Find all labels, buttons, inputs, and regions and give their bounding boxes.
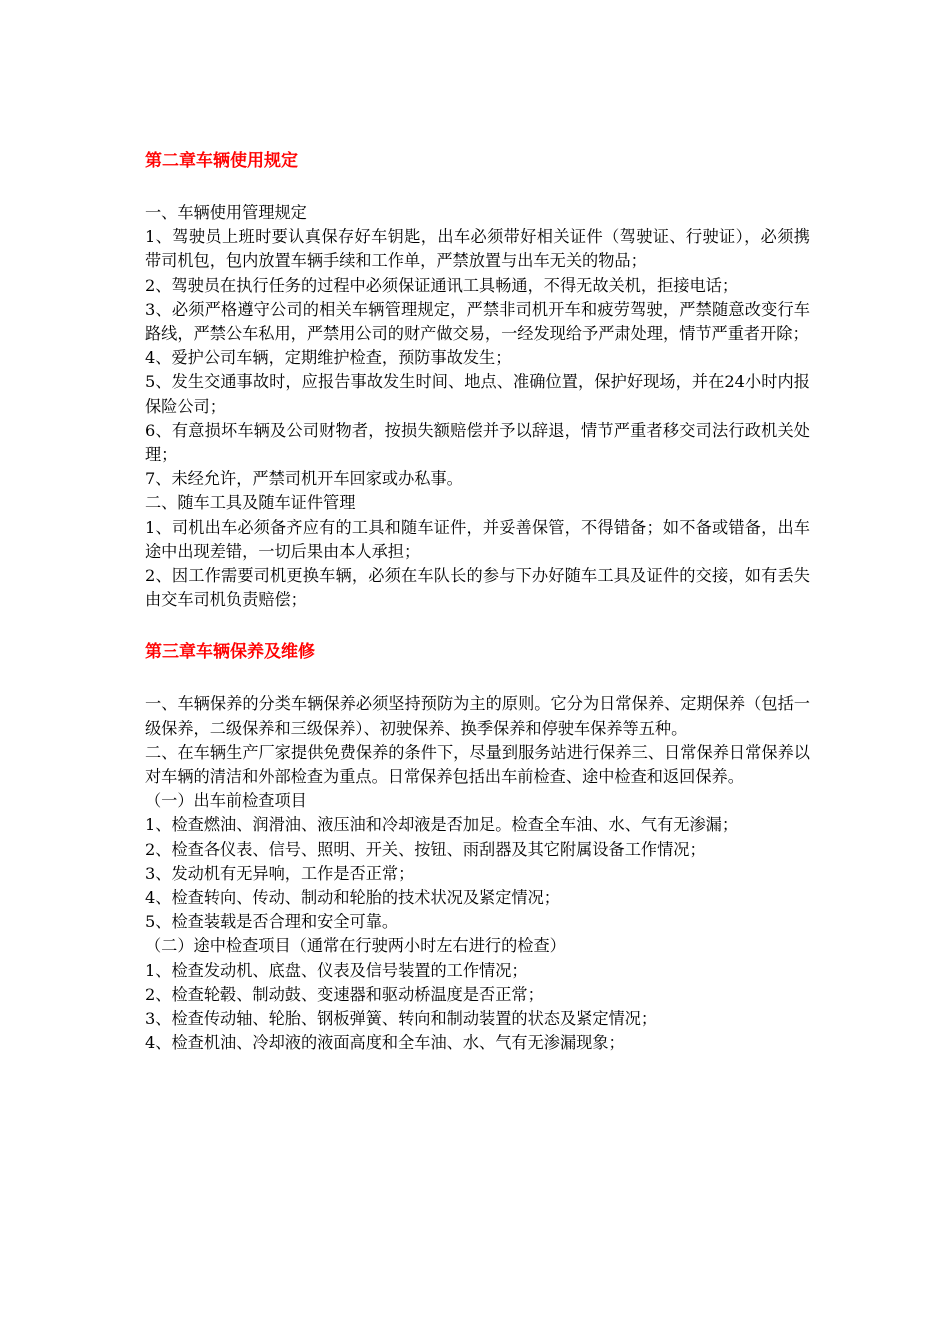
chapter2-body [145, 201, 810, 612]
ch3-pretrip-item-1: 1、检查燃油、润滑油、液压油和冷却液是否加足。检查全车油、水、气有无渗漏； [145, 815, 739, 835]
ch3-pretrip-item-4: 4、检查转向、传动、制动和轮胎的技术状况及紧定情况； [145, 888, 560, 908]
chapter3-heading: 第三章车辆保养及维修 [145, 642, 315, 663]
ch2-item-6: 6、有意损坏车辆及公司财物者，按损失额赔偿并予以辞退，情节严重者移交司法行政机关处理； [145, 420, 810, 465]
ch2-tools-item-1: 1、司机出车必须备齐应有的工具和随车证件，并妥善保管，不得错备；如不备或错备，出车途中出现差错，一切后果由本人承担； [145, 517, 810, 561]
ch2-item-5: 5、发生交通事故时，应报告事故发生时间、地点、准确位置，保护好现场，并在24小时内报保险公司； [145, 372, 810, 416]
ch2-section2-heading: 二、随车工具及随车证件管理 [145, 493, 356, 513]
ch2-item-7: 7、未经允许，严禁司机开车回家或办私事。 [145, 469, 463, 489]
spacer [145, 665, 810, 692]
ch2-section1-heading: 一、车辆使用管理规定 [145, 203, 307, 222]
ch2-item-1: 1、驾驶员上班时要认真保存好车钥匙，出车必须带好相关证件（驾驶证、行驶证），必须携带司机包，包内放置车辆手续和工作单，严禁放置与出车无关的物品； [145, 227, 810, 271]
ch3-enroute-item-1: 1、检查发动机、底盘、仪表及信号装置的工作情况； [145, 960, 528, 980]
ch3-pretrip-item-5: 5、检查装载是否合理和安全可靠。 [145, 912, 399, 932]
ch3-pretrip-item-3: 3、发动机有无异响，工作是否正常； [145, 863, 415, 883]
ch2-item-3: 3、必须严格遵守公司的相关车辆管理规定，严禁非司机开车和疲劳驾驶，严禁随意改变行车路线，严禁公车私用，严禁用公司的财产做交易，一经发现给予严肃处理，情节严重者开除； [145, 299, 810, 344]
spacer [145, 612, 810, 639]
ch2-item-2: 2、驾驶员在执行任务的过程中必须保证通讯工具畅通，不得无故关机，拒接电话； [145, 275, 739, 295]
ch3-enroute-item-2: 2、检查轮毂、制动鼓、变速器和驱动桥温度是否正常； [145, 984, 544, 1004]
ch2-tools-item-2: 2、因工作需要司机更换车辆，必须在车队长的参与下办好随车工具及证件的交接，如有丢失由交车司机负责赔偿； [145, 566, 810, 610]
chapter3-body [145, 692, 810, 1055]
ch3-section2: 二、在车辆生产厂家提供免费保养的条件下，尽量到服务站进行保养三、日常保养日常保养以对车辆的清洁和外部检查为重点。日常保养包括出车前检查、途中检查和返回保养。 [145, 742, 810, 787]
ch3-pretrip-item-2: 2、检查各仪表、信号、照明、开关、按钮、雨刮器及其它附属设备工作情况； [145, 839, 706, 859]
ch3-section1: 一、车辆保养的分类车辆保养必须坚持预防为主的原则。它分为日常保养、定期保养（包括一级保养，二级保养和三级保养）、初驶保养、换季保养和停驶车保养等五种。 [145, 694, 810, 738]
document-page [145, 148, 810, 1056]
ch3-pretrip-heading: （一）出车前检查项目 [145, 791, 307, 811]
ch3-enroute-item-4: 4、检查机油、冷却液的液面高度和全车油、水、气有无渗漏现象； [145, 1033, 625, 1053]
ch3-enroute-heading: （二）途中检查项目（通常在行驶两小时左右进行的检查） [145, 936, 566, 956]
spacer [145, 174, 810, 201]
ch3-enroute-item-3: 3、检查传动轴、轮胎、钢板弹簧、转向和制动装置的状态及紧定情况； [145, 1009, 658, 1029]
chapter2-heading: 第二章车辆使用规定 [145, 151, 298, 171]
ch2-item-4: 4、爱护公司车辆，定期维护检查，预防事故发生； [145, 348, 512, 368]
